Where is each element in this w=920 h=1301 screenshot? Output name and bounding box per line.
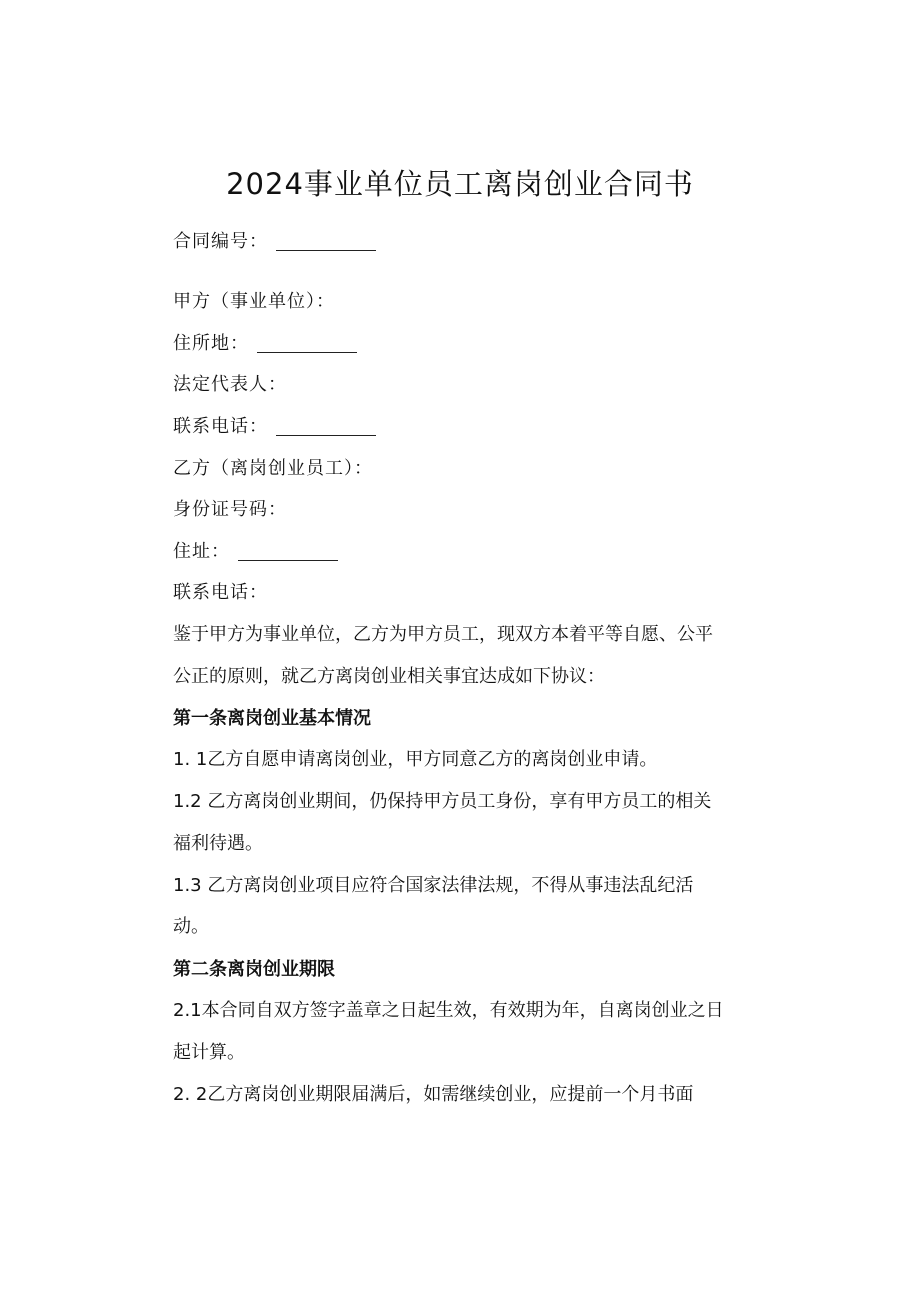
party-b-field (173, 456, 373, 482)
id-number-label: 身份证号码： (173, 499, 287, 520)
party-a-phone-blank (276, 434, 376, 436)
preamble-line-1: 鉴于甲方为事业单位，乙方为甲方员工，现双方本着平等自愿、公平 (173, 624, 713, 645)
party-b-address-field (173, 539, 338, 565)
document-title: 2024事业单位员工离岗创业合同书 (226, 167, 694, 201)
party-b-phone-field (173, 580, 268, 606)
section-1-heading: 第一条离岗创业基本情况 (173, 708, 371, 729)
party-a-field (173, 289, 335, 315)
clause-1-3-line-2: 动。 (173, 916, 209, 937)
party-b-address-blank (238, 559, 338, 561)
contract-number-blank (276, 249, 376, 251)
legal-rep-label: 法定代表人： (173, 374, 287, 395)
id-number-field (173, 497, 287, 523)
party-a-label: 甲方（事业单位）： (173, 291, 335, 312)
party-b-label: 乙方（离岗创业员工）： (173, 458, 373, 479)
clause-1-2-line-1: 1.2 乙方离岗创业期间，仍保持甲方员工身份，享有甲方员工的相关 (173, 791, 712, 812)
clause-2-1-line-1: 2.1本合同自双方签字盖章之日起生效，有效期为年，自离岗创业之日 (173, 1000, 724, 1021)
clause-1-1: 1. 1乙方自愿申请离岗创业，甲方同意乙方的离岗创业申请。 (173, 749, 658, 770)
contract-number-label: 合同编号： (173, 231, 268, 252)
party-a-address-blank (257, 351, 357, 353)
clause-1-2-line-2: 福利待遇。 (173, 833, 263, 854)
clause-2-2-line-1: 2. 2乙方离岗创业期限届满后，如需继续创业，应提前一个月书面 (173, 1084, 694, 1105)
party-a-phone-label: 联系电话： (173, 416, 268, 437)
party-a-address-field (173, 331, 357, 357)
clause-1-3-line-1: 1.3 乙方离岗创业项目应符合国家法律法规，不得从事违法乱纪活 (173, 875, 694, 896)
party-b-phone-label: 联系电话： (173, 582, 268, 603)
party-a-phone-field (173, 414, 376, 440)
legal-rep-field (173, 372, 287, 398)
party-b-address-label: 住址： (173, 541, 230, 562)
clause-2-1-line-2: 起计算。 (173, 1042, 245, 1063)
contract-number-field (173, 229, 376, 255)
section-2-heading: 第二条离岗创业期限 (173, 959, 335, 980)
preamble-line-2: 公正的原则，就乙方离岗创业相关事宜达成如下协议： (173, 666, 605, 687)
party-a-address-label: 住所地： (173, 333, 249, 354)
